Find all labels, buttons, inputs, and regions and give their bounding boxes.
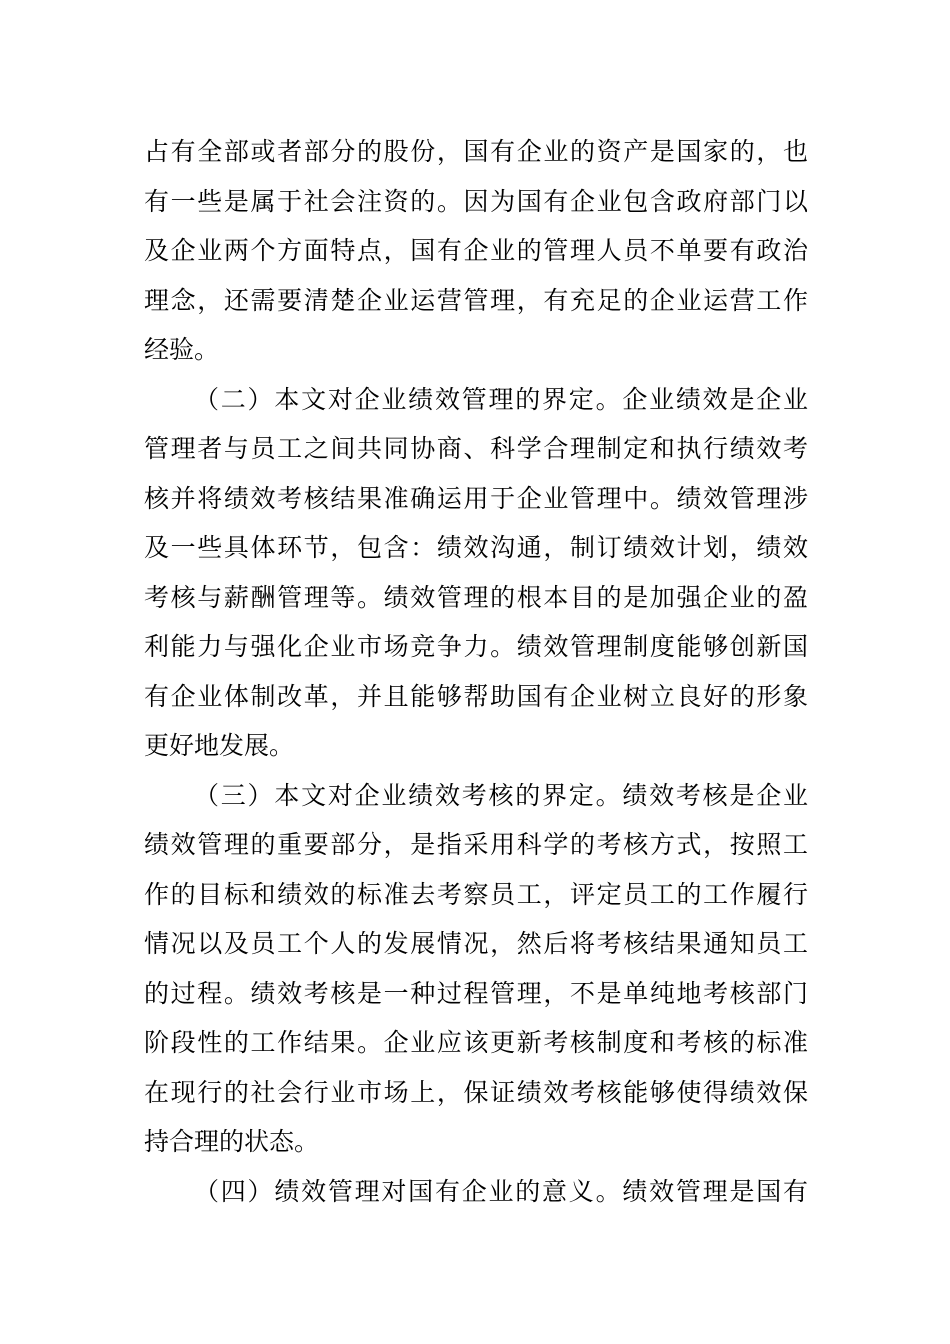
text-line: 更好地发展。 (144, 731, 295, 760)
text-line: 绩效管理的重要部分，是指采用科学的考核方式，按照工 (144, 830, 808, 859)
text-line: 有企业体制改革，并且能够帮助国有企业树立良好的形象 (144, 681, 808, 711)
text-line: 持合理的状态。 (144, 1127, 320, 1156)
text-line: 经验。 (144, 335, 220, 364)
text-line: 及一些具体环节，包含：绩效沟通，制订绩效计划，绩效 (144, 533, 808, 562)
text-line: （二）本文对企业绩效管理的界定。企业绩效是企业 (194, 384, 808, 414)
text-line: 理念，还需要清楚企业运营管理，有充足的企业运营工作 (144, 285, 808, 315)
text-line: 核并将绩效考核结果准确运用于企业管理中。绩效管理涉 (144, 483, 808, 513)
text-line: 在现行的社会行业市场上，保证绩效考核能够使得绩效保 (144, 1077, 808, 1107)
document-body (144, 127, 808, 1216)
text-line: 情况以及员工个人的发展情况，然后将考核结果通知员工 (144, 929, 808, 958)
paragraph-2 (144, 375, 808, 771)
text-line: 作的目标和绩效的标准去考察员工，评定员工的工作履行 (144, 879, 808, 909)
paragraph-3 (144, 771, 808, 1167)
text-line: 的过程。绩效考核是一种过程管理，不是单纯地考核部门 (144, 978, 808, 1008)
paragraph-1 (144, 127, 808, 375)
text-line: （四）绩效管理对国有企业的意义。绩效管理是国有 (194, 1176, 808, 1206)
text-line: 管理者与员工之间共同协商、科学合理制定和执行绩效考 (144, 434, 808, 463)
text-line: 有一些是属于社会注资的。因为国有企业包含政府部门以 (144, 186, 808, 216)
text-line: 考核与薪酬管理等。绩效管理的根本目的是加强企业的盈 (144, 582, 808, 612)
text-line: （三）本文对企业绩效考核的界定。绩效考核是企业 (194, 780, 808, 810)
text-line: 利能力与强化企业市场竞争力。绩效管理制度能够创新国 (144, 632, 808, 661)
text-line: 及企业两个方面特点，国有企业的管理人员不单要有政治 (144, 236, 808, 265)
text-line: 占有全部或者部分的股份，国有企业的资产是国家的，也 (144, 137, 808, 166)
paragraph-4 (144, 1167, 808, 1217)
text-line: 阶段性的工作结果。企业应该更新考核制度和考核的标准 (144, 1028, 808, 1057)
